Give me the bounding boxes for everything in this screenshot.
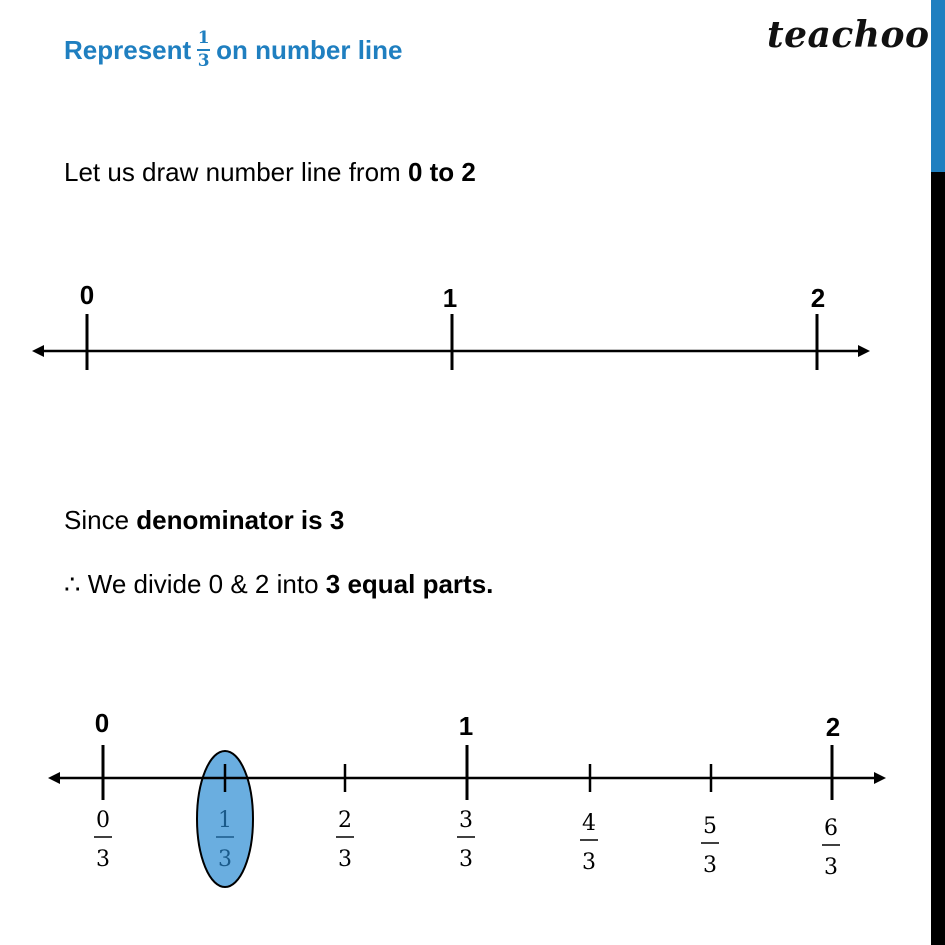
number-line-1-label: 2 <box>810 283 826 313</box>
fraction-label <box>580 811 598 875</box>
number-line-1-label: 0 <box>79 280 95 310</box>
divide-text-plain: ∴ We divide 0 & 2 into <box>64 569 326 599</box>
fraction-label <box>822 816 840 880</box>
left-arrow-icon <box>32 345 44 357</box>
fraction-denominator: 3 <box>582 850 596 875</box>
fraction-denominator: 3 <box>459 847 473 872</box>
number-line-2-label: 2 <box>825 712 841 742</box>
number-line-2-label: 1 <box>458 711 474 741</box>
fraction-denominator: 3 <box>338 847 352 872</box>
left-arrow-icon <box>48 772 60 784</box>
right-arrow-icon <box>874 772 886 784</box>
title-fraction-numerator: 1 <box>197 28 210 48</box>
fraction-numerator: 4 <box>582 811 596 836</box>
right-arrow-icon <box>858 345 870 357</box>
title-suffix: on number line <box>216 34 403 65</box>
number-line-1 <box>32 280 870 370</box>
fraction-numerator: 5 <box>703 814 717 839</box>
fraction-denominator: 3 <box>218 847 232 872</box>
fraction-numerator: 6 <box>824 816 838 841</box>
fraction-denominator: 3 <box>824 855 838 880</box>
divide-text-bold: 3 equal parts. <box>325 569 494 599</box>
intro-text-bold: 0 to 2 <box>407 157 476 187</box>
fraction-label <box>457 808 475 872</box>
fraction-denominator: 3 <box>703 853 717 878</box>
fraction-numerator: 0 <box>96 808 110 833</box>
number-line-2 <box>48 708 886 887</box>
number-line-2-label: 0 <box>94 708 110 738</box>
title-prefix: Represent <box>64 34 192 65</box>
number-line-1-label: 1 <box>442 283 458 313</box>
fraction-denominator: 3 <box>96 847 110 872</box>
title-fraction-denominator: 3 <box>197 51 210 71</box>
denominator-text-plain: Since <box>64 505 137 535</box>
fraction-numerator: 3 <box>459 808 473 833</box>
fraction-numerator: 1 <box>218 808 232 833</box>
fraction-label <box>336 808 354 872</box>
denominator-text-bold: denominator is 3 <box>136 505 345 535</box>
teachoo-logo: teachoo <box>767 14 930 56</box>
fraction-label <box>94 808 112 872</box>
intro-text-plain: Let us draw number line from <box>64 157 408 187</box>
fraction-label <box>701 814 719 878</box>
fraction-numerator: 2 <box>338 808 352 833</box>
